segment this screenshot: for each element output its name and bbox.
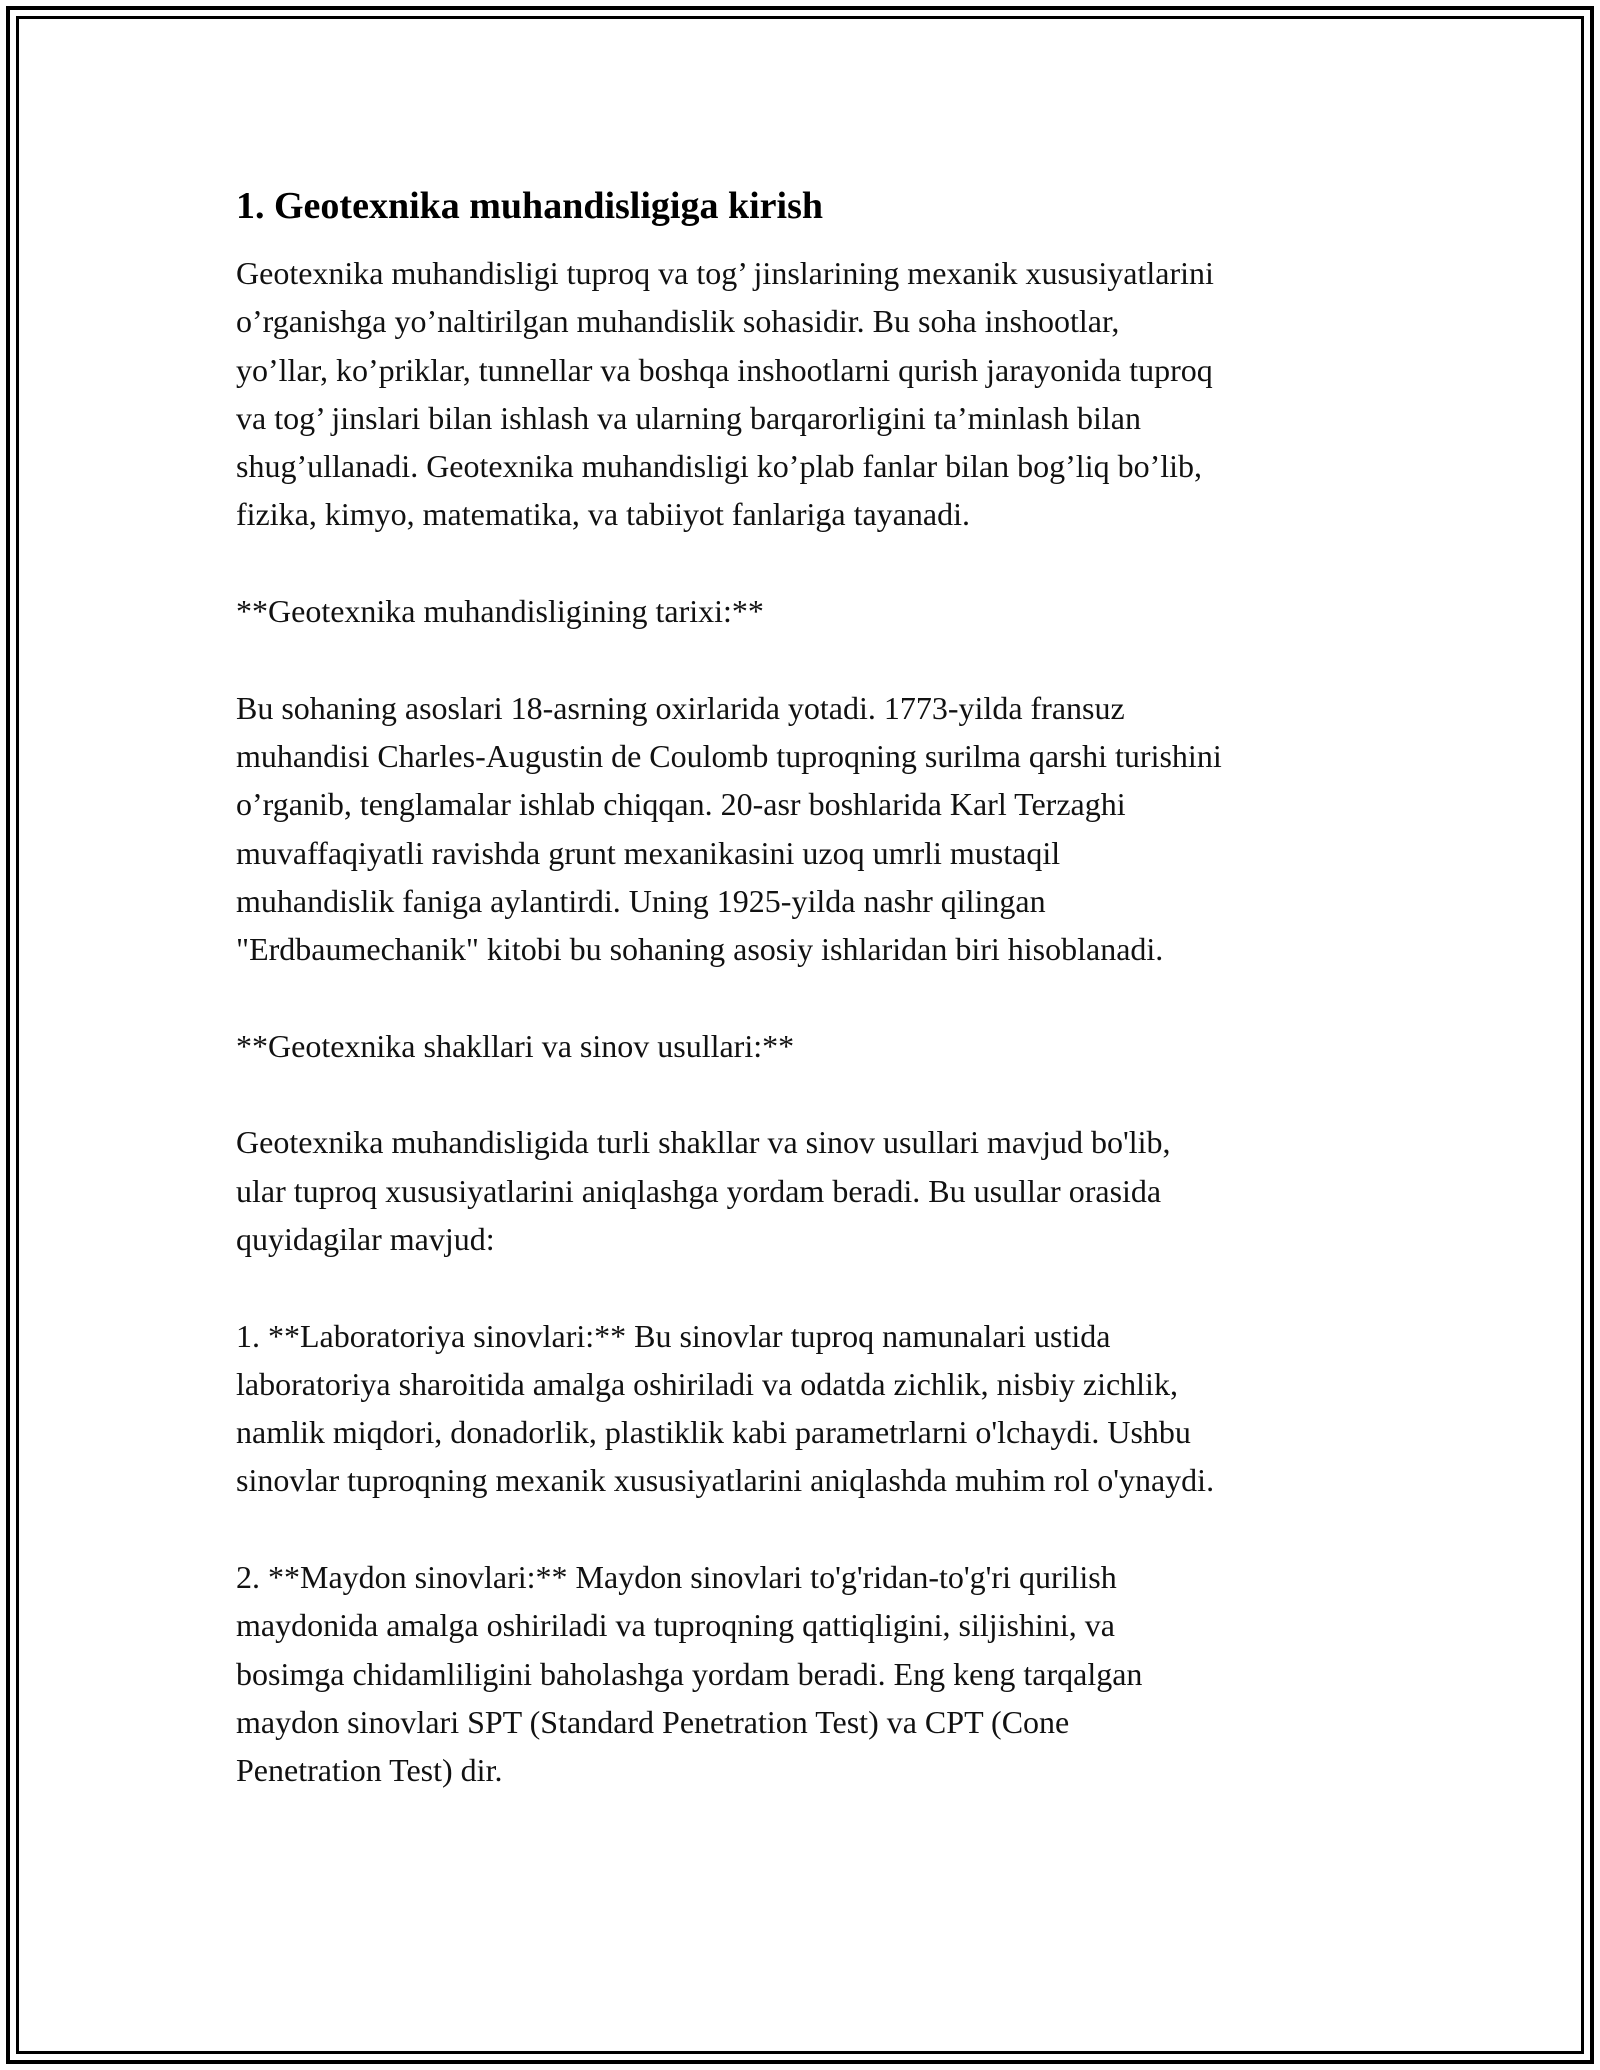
text-line: namlik miqdori, donadorlik, plastiklik kabi parametrlarni o'lchaydi. Ushbu [236, 1414, 1191, 1451]
text-line: yo’llar, ko’priklar, tunnellar va boshqa inshootlarni qurish jarayonida tuproq [236, 351, 1213, 388]
text-line: maydonida amalga oshiriladi va tuproqning qattiqligini, siljishini, va [236, 1607, 1115, 1644]
text-line: Geotexnika muhandisligi tuproq va tog’ jinslarining mexanik xususiyatlarini [236, 255, 1214, 291]
text-line: **Geotexnika muhandisligining tarixi:** [236, 593, 764, 630]
page-title: 1. Geotexnika muhandisligiga kirish [236, 185, 824, 227]
list-item-lab-tests [236, 1312, 1376, 1505]
text-line: quyidagilar mavjud: [236, 1220, 495, 1257]
section-heading-history [236, 587, 1376, 635]
text-line: muvaffaqiyatli ravishda grunt mexanikasini uzoq umrli mustaqil [236, 834, 1061, 871]
paragraph-intro [236, 249, 1376, 539]
text-line: 2. **Maydon sinovlari:** Maydon sinovlari to'g'ridan-to'g'ri qurilish [236, 1559, 1117, 1596]
text-line: Penetration Test) dir. [236, 1752, 503, 1789]
text-line: va tog’ jinslari bilan ishlash va ularning barqarorligini ta’minlash bilan [236, 399, 1141, 436]
text-line: Bu sohaning asoslari 18-asrning oxirlarida yotadi. 1773-yilda fransuz [236, 689, 1125, 726]
text-line: o’rganib, tenglamalar ishlab chiqqan. 20-asr boshlarida Karl Terzaghi [236, 786, 1126, 823]
text-line: muhandislik faniga aylantirdi. Uning 1925-yilda nashr qilingan [236, 882, 1046, 919]
text-line: laboratoriya sharoitida amalga oshiriladi va odatda zichlik, nisbiy zichlik, [236, 1365, 1178, 1402]
text-line: muhandisi Charles-Augustin de Coulomb tuproqning surilma qarshi turishini [236, 737, 1222, 774]
document-body [236, 183, 1376, 1843]
paragraph-methods-intro [236, 1118, 1376, 1263]
list-item-field-tests [236, 1553, 1376, 1794]
text-line: o’rganishga yo’naltirilgan muhandislik sohasidir. Bu soha inshootlar, [236, 303, 1120, 340]
text-line: fizika, kimyo, matematika, va tabiiyot fanlariga tayanadi. [236, 496, 970, 533]
text-line: shug’ullanadi. Geotexnika muhandisligi ko’plab fanlar bilan bog’liq bo’lib, [236, 448, 1203, 485]
text-line: maydon sinovlari SPT (Standard Penetration Test) va CPT (Cone [236, 1703, 1070, 1740]
text-line: 1. **Laboratoriya sinovlari:** Bu sinovlar tuproq namunalari ustida [236, 1317, 1111, 1354]
text-line: sinovlar tuproqning mexanik xususiyatlarini aniqlashda muhim rol o'ynaydi. [236, 1462, 1215, 1499]
text-line: Geotexnika muhandisligida turli shakllar va sinov usullari mavjud bo'lib, [236, 1124, 1171, 1161]
text-line: bosimga chidamliligini baholashga yordam beradi. Eng keng tarqalgan [236, 1655, 1143, 1692]
text-line: "Erdbaumechanik" kitobi bu sohaning asosiy ishlaridan biri hisoblanadi. [236, 931, 1164, 968]
text-line: ular tuproq xususiyatlarini aniqlashga yordam beradi. Bu usullar orasida [236, 1172, 1162, 1209]
text-line: **Geotexnika shakllari va sinov usullari:** [236, 1027, 795, 1064]
section-heading-methods [236, 1022, 1376, 1070]
paragraph-history [236, 684, 1376, 974]
